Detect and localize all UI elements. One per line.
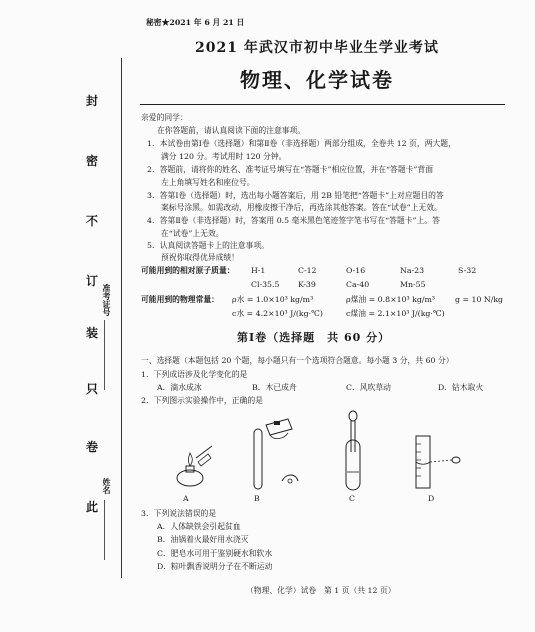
- rho-water: ρ水 = 1.0×10³ kg/m³: [232, 295, 314, 304]
- section-title: 第Ⅰ卷（选择题 共 60 分）: [237, 331, 391, 344]
- physics-constants-label: 可能用到的物理常量：: [141, 295, 219, 304]
- atomic-o: O-16: [346, 266, 366, 275]
- binding-char-4: 订: [85, 274, 98, 288]
- q2-label-c: C: [349, 494, 355, 503]
- alcohol-lamp-figure: [168, 440, 218, 490]
- c-water: c水 = 4.2×10³ J/(kg·℃): [232, 309, 323, 318]
- q2-label-b: B: [254, 494, 260, 503]
- q2-stem: 2．下列图示实验操作中，正确的是: [141, 396, 263, 405]
- name-field: [104, 500, 105, 560]
- binding-char-3: 不: [85, 214, 98, 228]
- q1-option-c: C．风吹草动: [346, 383, 391, 392]
- binding-char-2: 密: [85, 154, 98, 168]
- q3-option-c: C．肥皂水可用于鉴别硬水和软水: [157, 549, 273, 558]
- section-intro: 一、选择题（本题包括 20 个题，每小题只有一个选项符合题意。每小题 3 分，共 60 分）: [141, 356, 454, 365]
- atomic-mass-label: 可能用到的相对原子质量：: [141, 266, 235, 275]
- exam-title: 2021 年武汉市初中毕业生学业考试: [195, 40, 439, 56]
- binding-char-1: 封: [85, 94, 98, 108]
- header-rule: [140, 104, 505, 105]
- atomic-ca: Ca-40: [346, 280, 370, 289]
- dropper-figure: [338, 410, 368, 492]
- q3-option-a: A．人体缺铁会引起贫血: [157, 522, 241, 531]
- q2-label-d: D: [428, 494, 435, 503]
- notice-intro: 在你答题前，请认真阅读下面的注意事项。: [157, 126, 306, 135]
- page-footer: （物理、化学）试卷 第 1 页（共 12 页）: [246, 586, 396, 595]
- binding-char-8: 此: [85, 500, 98, 514]
- notice-item-3b: 案标号涂黑。如需改动，用橡皮擦干净后，再选涂其他答案。答在“试卷”上无效。: [161, 203, 442, 212]
- greeting: 亲爱的同学：: [141, 113, 188, 122]
- exam-id-label: 准考证号: [102, 284, 112, 316]
- graduated-cylinder-figure: [408, 432, 468, 492]
- notice-item-4a: 4．答第Ⅱ卷（非选择题）时，答案用 0.5 毫米黑色笔迹签字笔书写在“答题卡”上。答: [147, 216, 440, 225]
- q3-option-b: B．油锅着火最好用水浇灭: [157, 535, 249, 544]
- c-kerosene: c煤油 = 2.1×10³ J/(kg·℃): [346, 309, 445, 318]
- subject-title: 物理、化学试卷: [240, 68, 394, 92]
- q2-label-a: A: [183, 494, 189, 503]
- q1-option-b: B．木已成舟: [252, 383, 297, 392]
- notice-item-1b: 满分 120 分。考试用时 120 分钟。: [161, 152, 287, 161]
- binding-char-6: 只: [85, 382, 98, 396]
- binding-char-7: 卷: [85, 440, 98, 454]
- atomic-mn: Mn-55: [400, 280, 426, 289]
- gravity-constant: g = 10 N/kg: [455, 295, 504, 304]
- notice-item-1a: 1．本试卷由第Ⅰ卷（选择题）和第Ⅱ卷（非选择题）两部分组成，全卷共 12 页，两大题，: [147, 139, 456, 148]
- notice-item-3a: 3．答第Ⅰ卷（选择题）时，选出每小题答案后，用 2B 铅笔把“答题卡”上对应题目的答: [147, 191, 444, 200]
- binding-line: [121, 58, 122, 578]
- notice-item-2b: 左上角填写姓名和座位号。: [161, 178, 255, 187]
- exam-id-field: [104, 320, 105, 390]
- atomic-s: S-32: [458, 266, 477, 275]
- name-label: 姓名: [102, 478, 112, 494]
- rho-kerosene: ρ煤油 = 0.8×10³ kg/m³: [346, 295, 435, 304]
- test-tube-block-figure: [240, 415, 310, 493]
- notice-item-4b: 在“试卷”上无效。: [161, 229, 224, 238]
- q1-stem: 1．下列成语涉及化学变化的是: [141, 370, 248, 379]
- atomic-cl: Cl-35.5: [251, 280, 280, 289]
- atomic-na: Na-23: [400, 266, 425, 275]
- notice-wish: 预祝你取得优异成绩！: [161, 253, 239, 262]
- notice-item-2a: 2．答题前，请将你的姓名、准考证号填写在“答题卡”相应位置，并在“答题卡”背面: [147, 165, 433, 174]
- notice-item-5: 5．认真阅读答题卡上的注意事项。: [147, 241, 269, 250]
- atomic-h: H-1: [251, 266, 266, 275]
- q1-option-a: A．滴水成冰: [157, 383, 202, 392]
- binding-char-5: 装: [85, 326, 98, 340]
- q1-option-d: D．钻木取火: [438, 383, 484, 392]
- q3-stem: 3．下列说法错误的是: [141, 509, 217, 518]
- q3-option-d: D．粽叶飘香说明分子在不断运动: [157, 562, 273, 571]
- secret-mark: 秘密★2021 年 6 月 21 日: [146, 18, 245, 27]
- atomic-k: K-39: [298, 280, 316, 289]
- atomic-c: C-12: [298, 266, 317, 275]
